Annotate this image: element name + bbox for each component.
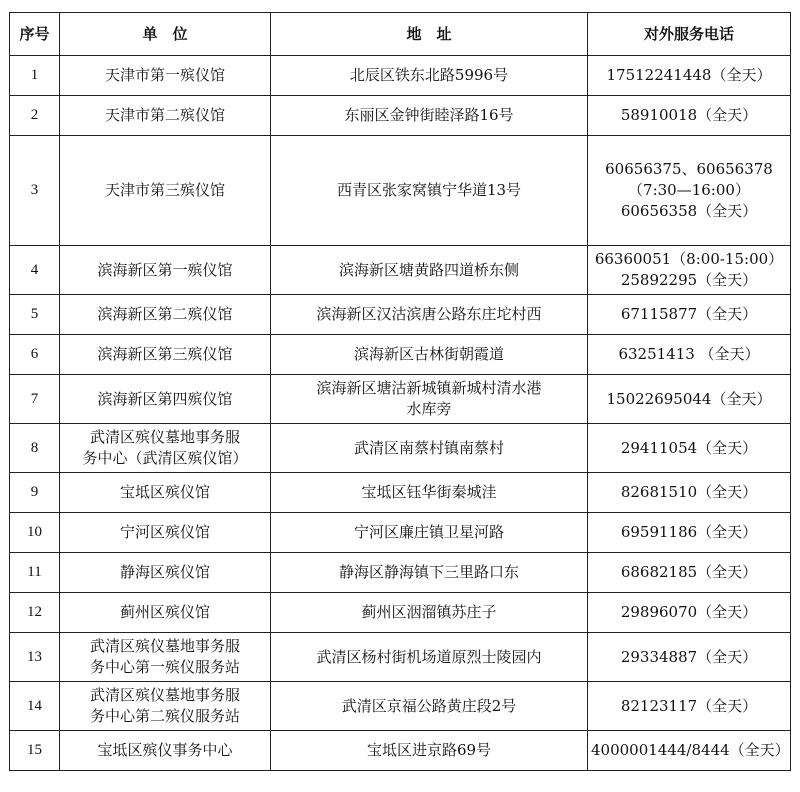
service-phone-cell — [588, 96, 791, 136]
service-phone-cell — [588, 553, 791, 593]
unit-name-cell — [60, 295, 271, 335]
unit-name-line: 蓟州区殡仪馆 — [119, 603, 210, 621]
unit-name-cell — [60, 424, 271, 473]
unit-name-line: 天津市第一殡仪馆 — [104, 66, 225, 84]
row-number: 15 — [10, 731, 60, 771]
service-phone-line: 66360051（8:00-15:00） — [594, 250, 784, 268]
unit-name-line: 天津市第二殡仪馆 — [104, 106, 225, 124]
row-number: 8 — [10, 424, 60, 473]
unit-name-line: 滨海新区第三殡仪馆 — [97, 345, 233, 363]
address-cell — [271, 246, 588, 295]
row-number: 3 — [10, 136, 60, 246]
unit-name-line: 宁河区殡仪馆 — [119, 523, 210, 541]
header-phone: 对外服务电话 — [588, 13, 791, 56]
row-number: 2 — [10, 96, 60, 136]
service-phone-line: 67115877（全天） — [620, 305, 758, 323]
table-row — [10, 593, 791, 633]
table-row — [10, 633, 791, 682]
service-phone-cell — [588, 593, 791, 633]
address-line: 滨海新区塘沽新城镇新城村清水港 — [316, 379, 542, 397]
unit-name-cell — [60, 136, 271, 246]
address-line: 滨海新区塘黄路四道桥东侧 — [338, 260, 519, 279]
unit-name-cell — [60, 513, 271, 553]
address-line: 静海区静海镇下三里路口东 — [338, 563, 519, 581]
unit-name-cell — [60, 553, 271, 593]
unit-name-line: 武清区殡仪墓地事务服 — [89, 637, 240, 655]
table-row — [10, 136, 791, 246]
service-phone-line: 29896070（全天） — [620, 603, 758, 621]
table-row — [10, 682, 791, 731]
address-cell — [271, 375, 588, 424]
address-line: 宝坻区钰华街秦城洼 — [361, 483, 497, 501]
address-line: 宝坻区进京路69号 — [366, 741, 492, 759]
address-cell — [271, 731, 588, 771]
service-phone-cell — [588, 731, 791, 771]
service-phone-line: 60656358（全天） — [620, 202, 758, 220]
unit-name-cell — [60, 633, 271, 682]
address-line: 北辰区铁东北路5996号 — [349, 66, 509, 84]
address-line: 西青区张家窝镇宁华道13号 — [336, 181, 522, 199]
service-phone-line: 68682185（全天） — [620, 563, 758, 581]
row-number: 5 — [10, 295, 60, 335]
row-number: 7 — [10, 375, 60, 424]
service-phone-line: 29334887（全天） — [620, 647, 758, 666]
service-phone-line: 69591186（全天） — [620, 523, 758, 541]
address-cell — [271, 136, 588, 246]
unit-name-cell — [60, 731, 271, 771]
unit-name-cell — [60, 375, 271, 424]
address-cell — [271, 473, 588, 513]
unit-name-cell — [60, 593, 271, 633]
service-phone-line: 29411054（全天） — [620, 438, 758, 457]
service-phone-cell — [588, 295, 791, 335]
unit-name-cell — [60, 682, 271, 731]
unit-name-cell — [60, 56, 271, 96]
address-line: 宁河区廉庄镇卫星河路 — [353, 523, 504, 541]
service-phone-line: 60656375、60656378 — [605, 160, 773, 178]
address-line: 蓟州区洇溜镇苏庄子 — [361, 603, 497, 621]
address-cell — [271, 513, 588, 553]
service-phone-line: 17512241448（全天） — [606, 66, 772, 84]
row-number: 11 — [10, 553, 60, 593]
address-line: 滨海新区汉沽滨唐公路东庄坨村西 — [316, 305, 542, 323]
table-row — [10, 295, 791, 335]
service-phone-cell — [588, 56, 791, 96]
service-phone-cell — [588, 633, 791, 682]
row-number: 14 — [10, 682, 60, 731]
unit-name-line: 静海区殡仪馆 — [119, 563, 210, 581]
header-address: 地 址 — [271, 13, 588, 56]
service-phone-line: 82681510（全天） — [620, 483, 758, 501]
service-phone-line: 25892295（全天） — [620, 271, 758, 289]
unit-name-line: 滨海新区第四殡仪馆 — [97, 389, 233, 408]
table-row — [10, 246, 791, 295]
service-phone-cell — [588, 136, 791, 246]
service-phone-line: （7:30—16:00） — [628, 181, 750, 199]
address-cell — [271, 96, 588, 136]
service-phone-line: 58910018（全天） — [620, 106, 758, 124]
unit-name-line: 滨海新区第二殡仪馆 — [97, 305, 233, 323]
service-phone-cell — [588, 513, 791, 553]
service-phone-cell — [588, 246, 791, 295]
row-number: 13 — [10, 633, 60, 682]
address-cell — [271, 424, 588, 473]
row-number: 6 — [10, 335, 60, 375]
row-number: 12 — [10, 593, 60, 633]
address-cell — [271, 682, 588, 731]
service-phone-cell — [588, 473, 791, 513]
row-number: 9 — [10, 473, 60, 513]
address-line: 武清区南蔡村镇南蔡村 — [353, 438, 504, 457]
table-row — [10, 424, 791, 473]
address-cell — [271, 553, 588, 593]
service-phone-cell — [588, 335, 791, 375]
header-no: 序号 — [10, 13, 60, 56]
row-number: 1 — [10, 56, 60, 96]
funeral-home-table — [9, 12, 791, 771]
unit-name-line: 滨海新区第一殡仪馆 — [97, 260, 233, 279]
unit-name-line: 宝坻区殡仪馆 — [119, 483, 210, 501]
address-cell — [271, 633, 588, 682]
table-row — [10, 473, 791, 513]
address-line: 东丽区金钟街睦泽路16号 — [344, 106, 514, 124]
unit-name-line: 宝坻区殡仪事务中心 — [97, 741, 233, 759]
unit-name-cell — [60, 96, 271, 136]
address-cell — [271, 295, 588, 335]
address-line: 武清区杨村街机场道原烈士陵园内 — [316, 647, 542, 666]
unit-name-line: 武清区殡仪墓地事务服 — [89, 428, 240, 446]
unit-name-line: 务中心第一殡仪服务站 — [89, 658, 240, 676]
service-phone-cell — [588, 682, 791, 731]
table-row — [10, 335, 791, 375]
service-phone-line: 4000001444/8444（全天） — [591, 741, 790, 759]
table-row — [10, 96, 791, 136]
address-cell — [271, 335, 588, 375]
unit-name-cell — [60, 335, 271, 375]
unit-name-cell — [60, 473, 271, 513]
service-phone-line: 82123117（全天） — [620, 696, 758, 715]
unit-name-line: 天津市第三殡仪馆 — [104, 181, 225, 199]
table-row — [10, 553, 791, 593]
header-row — [10, 13, 791, 56]
unit-name-line: 武清区殡仪墓地事务服 — [89, 686, 240, 704]
unit-name-line: 务中心第二殡仪服务站 — [89, 707, 240, 725]
header-unit: 单 位 — [60, 13, 271, 56]
address-line: 滨海新区古林街朝霞道 — [353, 345, 504, 363]
address-line: 武清区京福公路黄庄段2号 — [341, 696, 517, 715]
service-phone-cell — [588, 375, 791, 424]
unit-name-cell — [60, 246, 271, 295]
service-phone-line: 63251413 （全天） — [618, 345, 760, 363]
address-line: 水库旁 — [406, 400, 452, 418]
unit-name-line: 务中心（武清区殡仪馆） — [82, 449, 248, 467]
table-row — [10, 731, 791, 771]
table-row — [10, 375, 791, 424]
service-phone-cell — [588, 424, 791, 473]
service-phone-line: 15022695044（全天） — [606, 389, 772, 408]
address-cell — [271, 593, 588, 633]
row-number: 10 — [10, 513, 60, 553]
address-cell — [271, 56, 588, 96]
table-row — [10, 513, 791, 553]
row-number: 4 — [10, 246, 60, 295]
table-row — [10, 56, 791, 96]
